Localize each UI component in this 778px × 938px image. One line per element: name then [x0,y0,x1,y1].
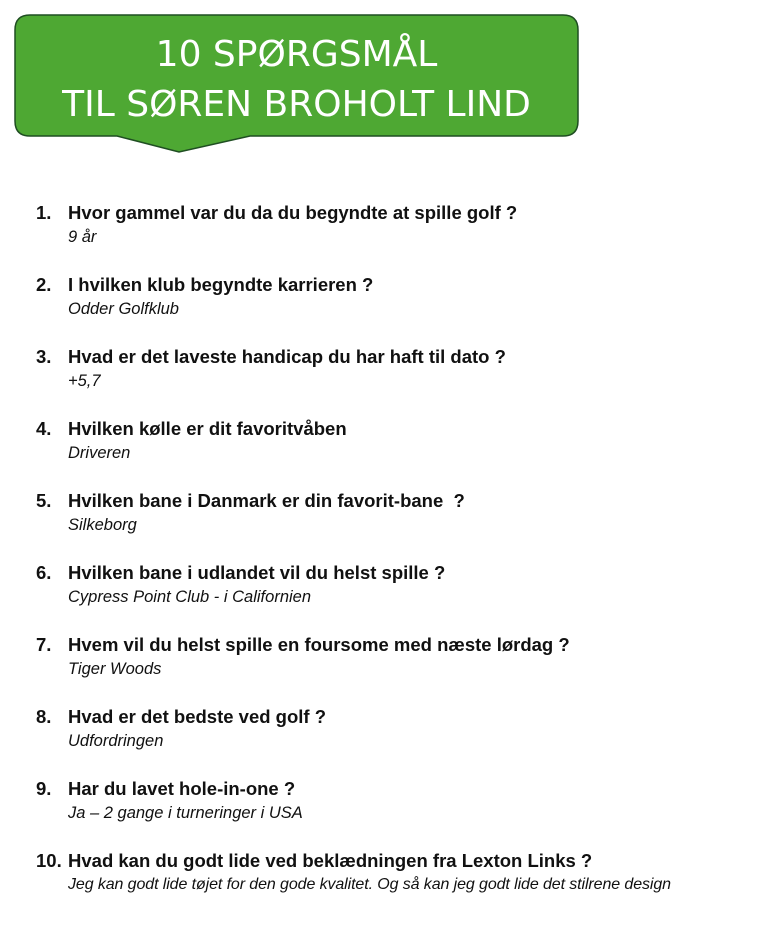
question-text: I hvilken klub begyndte karrieren ? [68,274,374,295]
question-number: 1. [36,202,52,223]
title-line-2: TIL SØREN BROHOLT LIND [62,84,531,125]
question-text: Hvem vil du helst spille en foursome med næste lørdag ? [68,634,570,655]
answer-text: Silkeborg [68,516,137,534]
question-text: Hvilken bane i udlandet vil du helst spille ? [68,562,446,583]
qa-item-6 [0,560,778,632]
answer-text: Udfordringen [68,732,164,750]
question-text: Hvad er det laveste handicap du har haft til dato ? [68,346,506,367]
question-number: 6. [36,562,52,583]
question-number: 8. [36,706,52,727]
question-list [0,200,778,920]
question-number: 9. [36,778,52,799]
question-number: 7. [36,634,52,655]
question-text: Hvilken bane i Danmark er din favorit-bane ? [68,490,465,511]
qa-item-7 [0,632,778,704]
question-number: 5. [36,490,52,511]
question-text: Har du lavet hole-in-one ? [68,778,296,799]
question-text: Hvad er det bedste ved golf ? [68,706,327,727]
answer-text: Ja – 2 gange i turneringer i USA [68,804,303,822]
page-title [14,30,579,130]
question-text: Hvad kan du godt lide ved beklædningen fra Lexton Links ? [68,850,593,871]
qa-item-2 [0,272,778,344]
answer-text: Cypress Point Club - i Californien [68,588,312,606]
question-text: Hvor gammel var du da du begyndte at spille golf ? [68,202,518,223]
question-number: 3. [36,346,52,367]
answer-text: Jeg kan godt lide tøjet for den gode kvalitet. Og så kan jeg godt lide det stilrene design [68,876,671,893]
qa-item-5 [0,488,778,560]
question-number: 2. [36,274,52,295]
qa-item-8 [0,704,778,776]
answer-text: +5,7 [68,372,101,390]
qa-item-4 [0,416,778,488]
qa-item-9 [0,776,778,848]
question-text: Hvilken kølle er dit favoritvåben [68,418,347,439]
answer-text: Odder Golfklub [68,300,179,318]
question-number: 10. [36,850,62,871]
title-line-1: 10 SPØRGSMÅL [155,34,438,75]
answer-text: Tiger Woods [68,660,162,678]
answer-text: 9 år [68,228,97,246]
qa-item-1 [0,200,778,272]
qa-item-3 [0,344,778,416]
title-callout [14,14,579,154]
qa-item-10 [0,848,778,920]
answer-text: Driveren [68,444,131,462]
question-number: 4. [36,418,52,439]
